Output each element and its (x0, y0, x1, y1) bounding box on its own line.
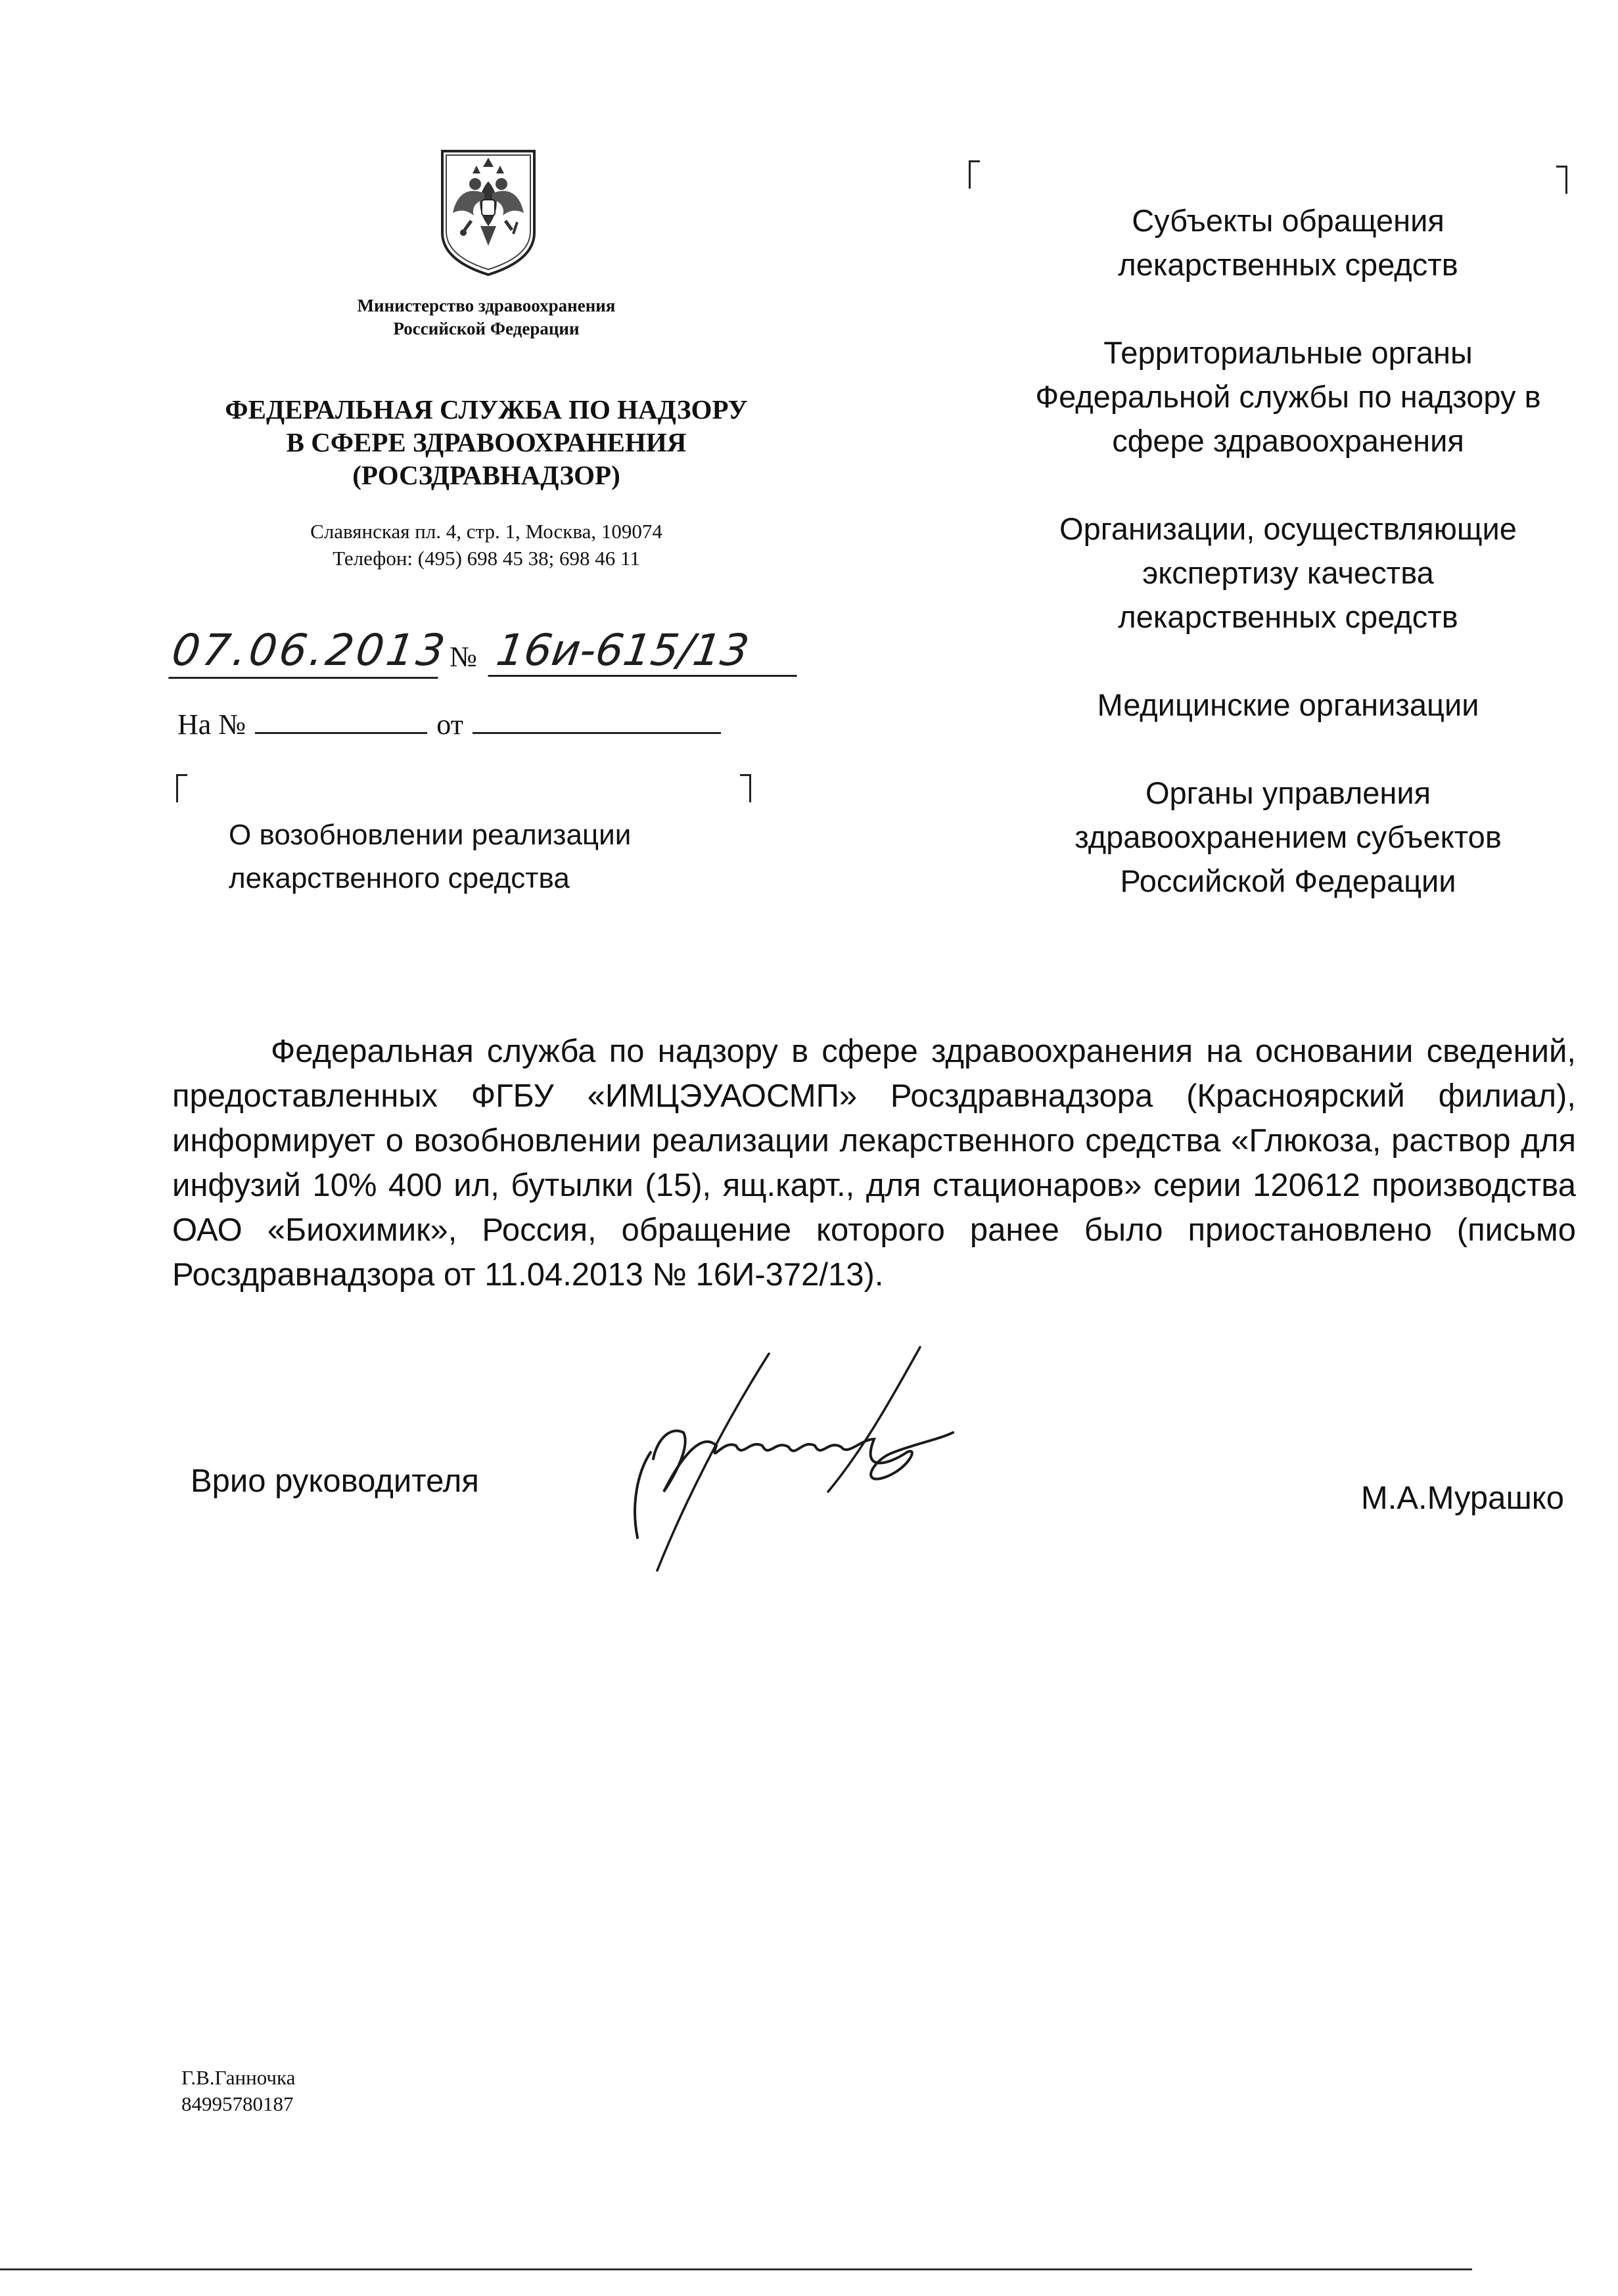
ref-number-blank (255, 704, 427, 734)
addressee-line: Органы управления (1145, 775, 1431, 810)
executor-phone: 84995780187 (181, 2092, 294, 2115)
addressee (986, 507, 1590, 639)
subject-line: лекарственного средства (229, 862, 570, 894)
subject-bracket-left (176, 774, 187, 802)
addressee-bracket-left (969, 160, 980, 189)
addressee-line: сфере здравоохранения (1112, 423, 1464, 458)
coat-of-arms-emblem (438, 147, 538, 279)
addressee-list (986, 198, 1590, 903)
subject-bracket-right (740, 774, 751, 802)
russian-coat-of-arms-icon (438, 147, 538, 279)
ministry-name (309, 294, 664, 340)
agency-line: ФЕДЕРАЛЬНАЯ СЛУЖБА ПО НАДЗОРУ (225, 394, 748, 425)
ref-date-blank (473, 704, 721, 734)
handwritten-signature (611, 1341, 979, 1577)
letter-subject (229, 814, 728, 900)
addressee-bracket-right (1556, 166, 1567, 194)
addressee-line: Организации, осуществляющие (1059, 511, 1517, 546)
addressee-line: здравоохранением субъектов (1075, 819, 1502, 854)
addressee (986, 683, 1590, 727)
letter-body: Федеральная служба по надзору в сфере здравоохранения на основании сведений, предоставленных ФГБУ «ИМЦЭУАОСМП» Росздравнадзора (Красноярский филиал), информирует о возобновлении реализации лекарственного средства «Глюкоза, раствор для инфузий 10% 400 ил, бутылки (15), ящ.карт., для стационаров» серии 120612 производства ОАО «Биохимик», Россия, обращение которого ранее было приостановлено (письмо Росздравнадзора от 11.04.2013 № 16И-372/13). (172, 1034, 1576, 1293)
addressee (986, 771, 1590, 903)
addressee-line: Территориальные органы (1103, 335, 1473, 370)
addressee-line: Медицинские организации (1097, 687, 1479, 722)
agency-name (158, 393, 815, 492)
addressee-line: лекарственных средств (1118, 247, 1458, 282)
addressee-line: экспертизу качества (1142, 555, 1434, 590)
outgoing-number: 16и-615/13 (488, 624, 804, 677)
signatory-name: М.А.Мурашко (1360, 1481, 1564, 1516)
ministry-line: Российской Федерации (393, 319, 580, 338)
addressee (986, 198, 1590, 287)
addressee (986, 331, 1590, 463)
number-label: № (450, 641, 477, 673)
page-bottom-rule (0, 2268, 1472, 2270)
address-line: Славянская пл. 4, стр. 1, Москва, 109074 (310, 520, 662, 543)
addressee-line: Российской Федерации (1120, 863, 1456, 898)
subject-line: О возобновлении реализации (229, 819, 632, 851)
signature-icon (611, 1341, 979, 1577)
signatory-title: Врио руководителя (191, 1463, 479, 1499)
reference-line (177, 704, 721, 743)
agency-line: (РОСЗДРАВНАДЗОР) (352, 460, 620, 490)
agency-address (250, 518, 723, 572)
addressee-line: Субъекты обращения (1132, 203, 1445, 238)
executor-block (181, 2065, 295, 2117)
ref-number-label: На № (177, 708, 246, 741)
addressee-line: лекарственных средств (1118, 599, 1458, 634)
ministry-line: Министерство здравоохранения (357, 296, 616, 315)
ref-from-label: от (436, 708, 463, 741)
phone-line: Телефон: (495) 698 45 38; 698 46 11 (333, 547, 640, 570)
executor-name: Г.В.Ганночка (181, 2066, 296, 2089)
outgoing-date: 07.06.2013 (168, 624, 446, 679)
agency-line: В СФЕРЕ ЗДРАВООХРАНЕНИЯ (286, 427, 687, 457)
addressee-line: Федеральной службы по надзору в (1035, 379, 1541, 414)
